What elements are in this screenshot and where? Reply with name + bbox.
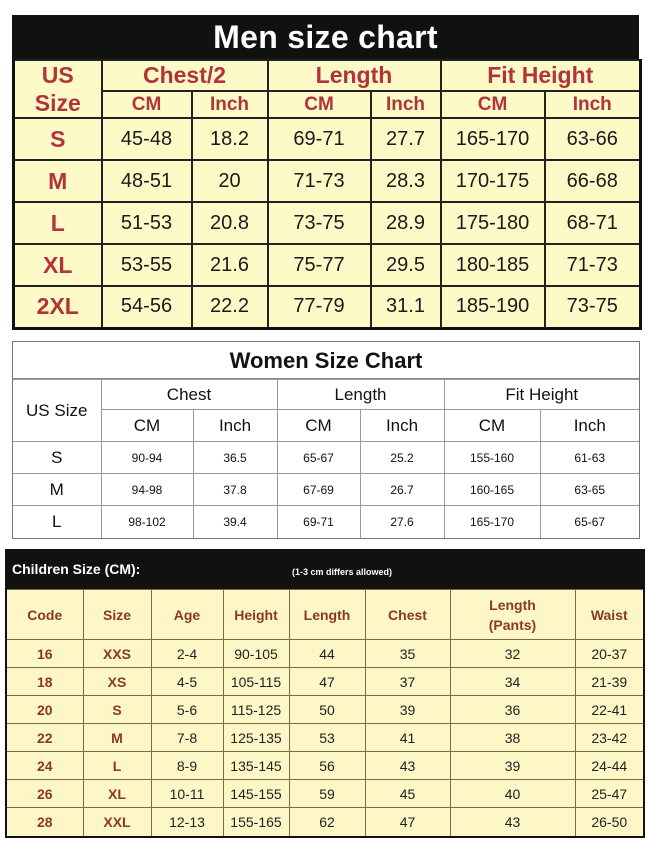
children-table-cell: 59 <box>289 780 365 808</box>
men-table-cell: 71-73 <box>545 244 641 286</box>
women-chart-title: Women Size Chart <box>13 342 639 379</box>
children-table-cell: 8-9 <box>151 752 223 780</box>
children-table-cell: 115-125 <box>223 696 289 724</box>
men-table-cell: 75-77 <box>268 244 371 286</box>
women-unit-cell: CM <box>101 410 193 442</box>
men-unit-cell: Inch <box>371 91 441 118</box>
children-table-cell: 12-13 <box>151 808 223 836</box>
men-table-cell: 31.1 <box>371 286 441 328</box>
women-table-body <box>13 442 639 538</box>
women-unit-cell: Inch <box>193 410 277 442</box>
women-table-cell: 65-67 <box>277 442 360 474</box>
men-us-label: US <box>41 62 74 88</box>
men-size-chart <box>12 15 639 330</box>
women-table-row <box>13 474 639 506</box>
children-table-row <box>7 808 643 836</box>
women-table-cell: 25.2 <box>360 442 444 474</box>
children-header-length-pants-line1: Length <box>489 596 536 613</box>
children-table-cell: XXS <box>83 640 151 668</box>
children-table-cell: 38 <box>450 724 575 752</box>
men-table-cell: XL <box>14 244 102 286</box>
men-size-label: Size <box>34 90 81 116</box>
women-table-cell: 63-65 <box>540 474 639 506</box>
children-table-cell: 26-50 <box>575 808 643 836</box>
children-table-cell: 47 <box>289 668 365 696</box>
children-table-cell: 40 <box>450 780 575 808</box>
children-table-body <box>7 640 643 836</box>
men-group-length: Length <box>268 60 441 91</box>
men-table-cell: 73-75 <box>545 286 641 328</box>
children-table-cell: 53 <box>289 724 365 752</box>
women-table-cell: 165-170 <box>444 506 540 538</box>
women-table-cell: 26.7 <box>360 474 444 506</box>
children-table-cell: 7-8 <box>151 724 223 752</box>
men-table-body <box>14 118 641 328</box>
children-table-row <box>7 696 643 724</box>
men-table-cell: 69-71 <box>268 118 371 160</box>
children-header-chest: Chest <box>365 590 450 640</box>
women-table-cell: M <box>13 474 101 506</box>
women-us-size-header: US Size <box>13 380 101 442</box>
men-table-cell: 73-75 <box>268 202 371 244</box>
men-unit-cell: Inch <box>192 91 268 118</box>
men-table-cell: 18.2 <box>192 118 268 160</box>
children-table-cell: XXL <box>83 808 151 836</box>
children-size-chart <box>5 549 645 838</box>
children-header-age: Age <box>151 590 223 640</box>
women-table-cell: 94-98 <box>101 474 193 506</box>
men-table-cell: 170-175 <box>441 160 545 202</box>
men-table-cell: 77-79 <box>268 286 371 328</box>
men-header-row <box>14 60 641 91</box>
children-table-row <box>7 724 643 752</box>
men-table-cell: 54-56 <box>102 286 192 328</box>
children-table-row <box>7 752 643 780</box>
men-table-row <box>14 160 641 202</box>
children-table-cell: 39 <box>365 696 450 724</box>
children-table-cell: 34 <box>450 668 575 696</box>
children-header-waist: Waist <box>575 590 643 640</box>
children-table-cell: XL <box>83 780 151 808</box>
children-table-row <box>7 780 643 808</box>
men-table-cell: 68-71 <box>545 202 641 244</box>
women-unit-cell: Inch <box>360 410 444 442</box>
men-table-cell: 175-180 <box>441 202 545 244</box>
children-table-cell: 24 <box>7 752 83 780</box>
children-table-cell: S <box>83 696 151 724</box>
men-us-size-header <box>14 60 102 118</box>
children-header-size: Size <box>83 590 151 640</box>
women-table-row <box>13 442 639 474</box>
men-table-cell: 21.6 <box>192 244 268 286</box>
children-table-cell: 90-105 <box>223 640 289 668</box>
women-group-chest: Chest <box>101 380 277 410</box>
children-table-cell: 35 <box>365 640 450 668</box>
men-unit-row <box>14 91 641 118</box>
women-table-cell: 61-63 <box>540 442 639 474</box>
children-table-row <box>7 640 643 668</box>
children-header-length: Length <box>289 590 365 640</box>
children-table-cell: 21-39 <box>575 668 643 696</box>
men-table-cell: 28.3 <box>371 160 441 202</box>
men-table-cell: 185-190 <box>441 286 545 328</box>
children-table-cell: 4-5 <box>151 668 223 696</box>
children-header-length-pants <box>450 590 575 640</box>
children-table-cell: 22 <box>7 724 83 752</box>
children-table-cell: 44 <box>289 640 365 668</box>
men-table-cell: 27.7 <box>371 118 441 160</box>
children-table-cell: 18 <box>7 668 83 696</box>
children-table-cell: 36 <box>450 696 575 724</box>
children-table-cell: 10-11 <box>151 780 223 808</box>
children-table-cell: 16 <box>7 640 83 668</box>
men-table-cell: 20.8 <box>192 202 268 244</box>
children-table-cell: 41 <box>365 724 450 752</box>
children-table-cell: 22-41 <box>575 696 643 724</box>
children-table-cell: 37 <box>365 668 450 696</box>
children-table-cell: 2-4 <box>151 640 223 668</box>
children-header-height: Height <box>223 590 289 640</box>
women-table-cell: 65-67 <box>540 506 639 538</box>
men-group-chest: Chest/2 <box>102 60 268 91</box>
children-table-cell: M <box>83 724 151 752</box>
men-table-cell: 29.5 <box>371 244 441 286</box>
men-table-cell: 180-185 <box>441 244 545 286</box>
children-table-cell: 135-145 <box>223 752 289 780</box>
children-table-cell: L <box>83 752 151 780</box>
children-table-cell: 56 <box>289 752 365 780</box>
men-table-cell: 2XL <box>14 286 102 328</box>
women-unit-cell: Inch <box>540 410 639 442</box>
women-size-table <box>13 379 639 538</box>
children-table-cell: 26 <box>7 780 83 808</box>
children-table-cell: 23-42 <box>575 724 643 752</box>
children-header-code: Code <box>7 590 83 640</box>
women-table-cell: S <box>13 442 101 474</box>
women-table-cell: 39.4 <box>193 506 277 538</box>
women-unit-cell: CM <box>444 410 540 442</box>
women-table-cell: 69-71 <box>277 506 360 538</box>
men-table-cell: 45-48 <box>102 118 192 160</box>
men-table-cell: 22.2 <box>192 286 268 328</box>
men-table-cell: 165-170 <box>441 118 545 160</box>
children-table-cell: 155-165 <box>223 808 289 836</box>
men-table-cell: 48-51 <box>102 160 192 202</box>
men-table-row <box>14 244 641 286</box>
men-table-cell: M <box>14 160 102 202</box>
children-table-cell: 32 <box>450 640 575 668</box>
children-table-cell: 39 <box>450 752 575 780</box>
men-table-cell: 20 <box>192 160 268 202</box>
women-table-cell: 155-160 <box>444 442 540 474</box>
women-unit-row <box>13 410 639 442</box>
women-group-length: Length <box>277 380 444 410</box>
children-table-cell: 50 <box>289 696 365 724</box>
men-table-cell: 51-53 <box>102 202 192 244</box>
women-table-cell: 90-94 <box>101 442 193 474</box>
men-chart-title: Men size chart <box>12 15 639 59</box>
children-table-cell: 20-37 <box>575 640 643 668</box>
men-table-cell: 66-68 <box>545 160 641 202</box>
women-table-cell: 67-69 <box>277 474 360 506</box>
children-table-cell: 47 <box>365 808 450 836</box>
children-title-bar <box>7 551 643 589</box>
children-table-cell: 145-155 <box>223 780 289 808</box>
men-unit-cell: CM <box>441 91 545 118</box>
children-table-cell: 43 <box>450 808 575 836</box>
men-table-cell: L <box>14 202 102 244</box>
women-header-row <box>13 380 639 410</box>
children-table-cell: 125-135 <box>223 724 289 752</box>
men-table-cell: 53-55 <box>102 244 192 286</box>
children-table-cell: 25-47 <box>575 780 643 808</box>
children-chart-title: Children Size (CM): <box>12 561 141 577</box>
men-unit-cell: CM <box>102 91 192 118</box>
men-table-cell: 28.9 <box>371 202 441 244</box>
women-table-cell: 37.8 <box>193 474 277 506</box>
children-table-cell: 24-44 <box>575 752 643 780</box>
children-table-cell: 62 <box>289 808 365 836</box>
children-table-cell: 20 <box>7 696 83 724</box>
men-unit-cell: CM <box>268 91 371 118</box>
children-header-length-pants-line2: (Pants) <box>488 616 537 633</box>
women-table-cell: 98-102 <box>101 506 193 538</box>
men-unit-cell: Inch <box>545 91 641 118</box>
women-table-cell: 36.5 <box>193 442 277 474</box>
men-table-row <box>14 286 641 328</box>
children-table-cell: 45 <box>365 780 450 808</box>
women-unit-cell: CM <box>277 410 360 442</box>
women-table-cell: 160-165 <box>444 474 540 506</box>
women-size-chart <box>12 341 640 539</box>
women-table-row <box>13 506 639 538</box>
men-table-cell: S <box>14 118 102 160</box>
children-tolerance-note: (1-3 cm differs allowed) <box>292 567 393 577</box>
men-table-cell: 63-66 <box>545 118 641 160</box>
women-table-cell: 27.6 <box>360 506 444 538</box>
children-table-cell: 43 <box>365 752 450 780</box>
men-table-cell: 71-73 <box>268 160 371 202</box>
men-size-table <box>12 59 642 330</box>
children-table-cell: 28 <box>7 808 83 836</box>
men-group-fit-height: Fit Height <box>441 60 641 91</box>
children-table-row <box>7 668 643 696</box>
children-table-cell: 105-115 <box>223 668 289 696</box>
women-table-cell: L <box>13 506 101 538</box>
children-size-table <box>7 589 643 836</box>
men-table-row <box>14 118 641 160</box>
children-table-cell: 5-6 <box>151 696 223 724</box>
children-header-row <box>7 590 643 640</box>
women-group-fit-height: Fit Height <box>444 380 639 410</box>
children-table-cell: XS <box>83 668 151 696</box>
men-table-row <box>14 202 641 244</box>
